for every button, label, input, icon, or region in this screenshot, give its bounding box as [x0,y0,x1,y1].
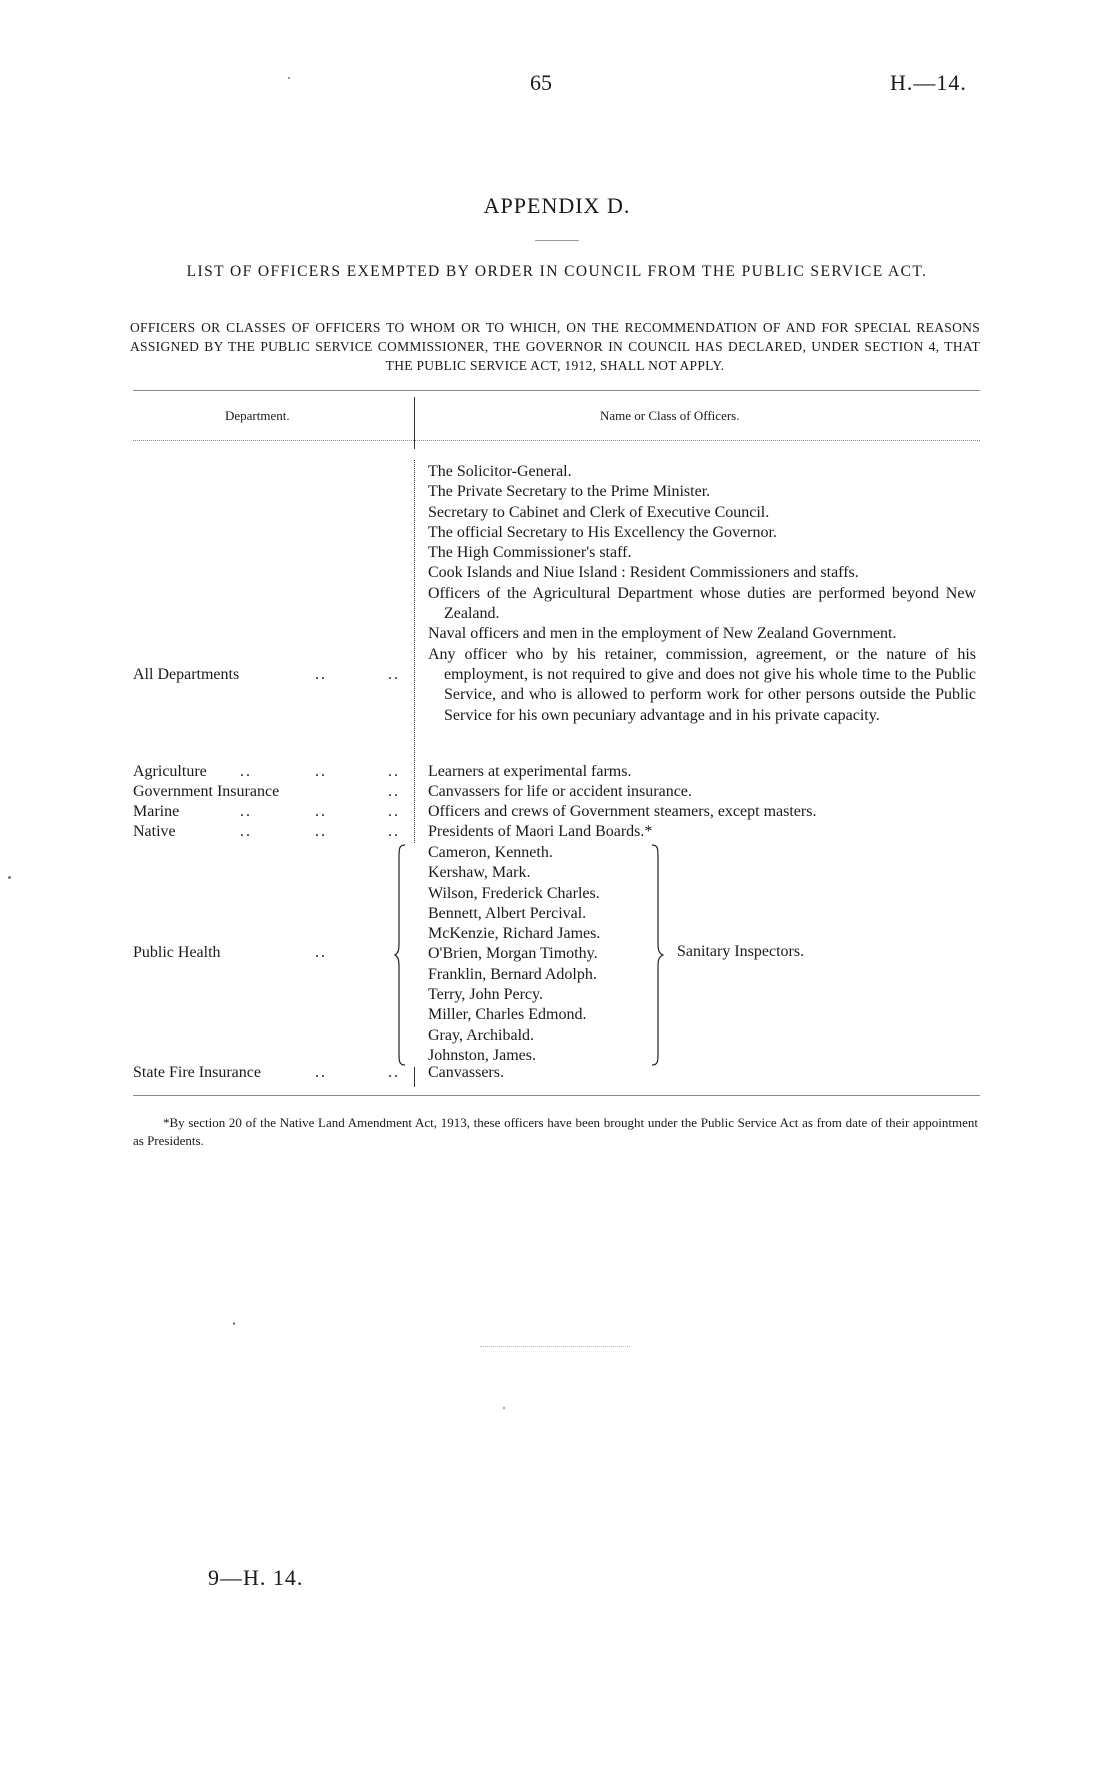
entry-agriculture: Learners at experimental farms. [428,763,632,780]
leader-dots: .. [315,944,327,961]
list-title: LIST OF OFFICERS EXEMPTED BY ORDER IN COUNCIL FROM THE PUBLIC SERVICE ACT. [186,263,928,280]
scan-mark [480,1346,630,1347]
column-header-department: Department. [225,408,290,423]
table-top-rule [133,390,980,391]
all-departments-entries [428,462,976,726]
title-divider [535,240,579,241]
list-item: Cook Islands and Niue Island : Resident Commissioners and staffs. [428,564,859,582]
list-item: Franklin, Bernard Adolph. [428,965,597,983]
page-number: 65 [530,70,552,95]
list-item: The High Commissioner's staff. [428,544,632,562]
entry-marine: Officers and crews of Government steamers, except masters. [428,803,817,820]
scan-speck [503,1407,505,1409]
list-item: Miller, Charles Edmond. [428,1006,587,1024]
scan-speck [288,77,290,79]
leader-dots: .. [240,763,252,780]
leader-dots: .. [240,803,252,820]
subheading: OFFICERS OR CLASSES OF OFFICERS TO WHOM OR TO WHICH, ON THE RECOMMENDATION OF AND FOR SPECIAL REASONS ASSIGNED BY THE PUBLIC SERVICE COMMISSIONER, THE GOVERNOR IN COUNCIL HAS DECLARED, UNDER SECTION 4, THAT THE PUBLIC SERVICE ACT, 1912, SHALL NOT APPLY. [130,320,980,373]
footnote: *By section 20 of the Native Land Amendment Act, 1913, these officers have been brought under the Public Service Act as from date of their appointment as Presidents. [133,1115,978,1148]
public-health-names [428,843,600,1066]
scan-speck [233,1322,235,1325]
leader-dots: .. [240,823,252,840]
header-bottom-rule [133,440,980,441]
list-item: The official Secretary to His Excellency the Governor. [428,523,777,541]
list-item: Naval officers and men in the employment of New Zealand Government. [428,625,897,643]
list-item: Gray, Archibald. [428,1026,535,1044]
leader-dots: .. [388,666,400,683]
list-item: O'Brien, Morgan Timothy. [428,945,598,963]
leader-dots: .. [388,803,400,820]
list-item: Officers of the Agricultural Department whose duties are performed beyond New Zealand. [428,584,976,623]
leader-dots: .. [315,1064,327,1081]
list-item: Kershaw, Mark. [428,864,531,882]
department-agriculture: Agriculture [133,763,207,780]
department-native: Native [133,823,176,840]
list-item: Johnston, James. [428,1046,536,1064]
list-item: Secretary to Cabinet and Clerk of Executive Council. [428,503,770,521]
list-item: Any officer who by his retainer, commission, agreement, or the nature of his employment, is not required to give and does not give his whole time to the Public Service, and who is allowed to perform work for other persons outside the Public Service for his own pecuniary advantage and in his private capacity. [428,645,976,724]
entry-native: Presidents of Maori Land Boards.* [428,823,653,840]
table-bottom-rule [133,1095,980,1096]
sanitary-inspectors-label: Sanitary Inspectors. [677,943,805,960]
list-item: The Private Secretary to the Prime Minister. [428,483,711,501]
department-marine: Marine [133,803,180,820]
leader-dots: .. [388,1064,400,1081]
column-header-officers: Name or Class of Officers. [600,408,740,423]
leader-dots: .. [315,666,327,683]
leader-dots: .. [388,783,400,800]
appendix-title: APPENDIX D. [483,193,631,218]
sheet-reference: 9—H. 14. [208,1565,304,1590]
document-reference: H.—14. [890,70,967,95]
department-label: All Departments [133,666,240,683]
list-item: Cameron, Kenneth. [428,844,553,861]
list-item: The Solicitor-General. [428,463,572,480]
scan-speck [8,876,11,879]
entry-state-fire-insurance: Canvassers. [428,1064,504,1081]
leader-dots: .. [388,763,400,780]
list-item: Wilson, Frederick Charles. [428,884,600,902]
leader-dots: .. [315,763,327,780]
entry-government-insurance: Canvassers for life or accident insurance. [428,783,692,800]
list-item: Bennett, Albert Percival. [428,904,587,922]
leader-dots: .. [388,823,400,840]
column-divider [414,460,415,843]
leader-dots: .. [315,823,327,840]
right-brace-icon [650,843,664,1067]
header-column-divider [414,397,415,449]
department-government-insurance: Government Insurance [133,783,280,800]
column-divider-end [414,1067,415,1087]
list-item: Terry, John Percy. [428,986,543,1004]
department-all-departments [133,665,239,685]
left-brace-icon [394,843,406,1067]
department-state-fire-insurance: State Fire Insurance [133,1064,261,1081]
leader-dots: .. [315,803,327,820]
department-public-health: Public Health [133,944,221,961]
list-item: McKenzie, Richard James. [428,925,601,943]
